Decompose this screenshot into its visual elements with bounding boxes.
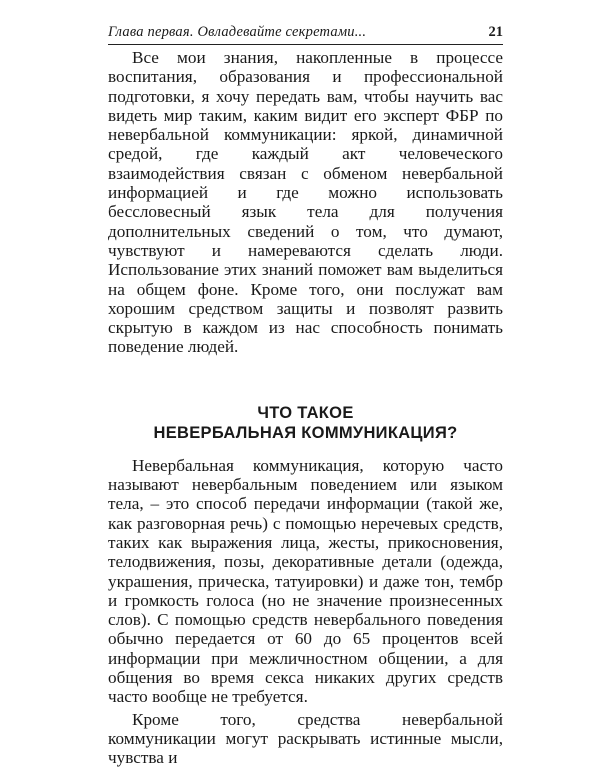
section-heading-line-1: ЧТО ТАКОЕ bbox=[257, 403, 354, 422]
continuation-paragraph: Кроме того, средства невербальной коммуникации могут раскрывать истинные мысли, чувства и bbox=[108, 709, 503, 768]
section-heading-line-2: НЕВЕРБАЛЬНАЯ КОММУНИКАЦИЯ? bbox=[153, 423, 458, 442]
chapter-title: Глава первая. Овладевайте секретами... bbox=[108, 24, 367, 40]
body-text bbox=[108, 48, 503, 768]
page-number: 21 bbox=[488, 24, 503, 40]
section-heading bbox=[108, 403, 503, 443]
running-header bbox=[108, 18, 503, 45]
intro-paragraph: Все мои знания, накопленные в процессе воспитания, образования и профессиональной подготовки, я хочу передать вам, чтобы научить вас видеть мир таким, каким видит его эксперт ФБР по невербальной коммуникации: яркой, динамичной средой, где каждый акт человеческого взаимодействия связан с обменом невербальной информацией и где можно использовать бессловесный язык тела для получения дополнительных сведений о том, что думают, чувствуют и намереваются сделать люди. Использование этих знаний поможет вам выделиться на общем фоне. Кроме того, они послужат вам хорошим средством защиты и позволят развить скрытую в каждом из нас способность понимать поведение людей. bbox=[108, 48, 503, 357]
definition-paragraph: Невербальная коммуникация, которую часто называют невербальным поведением или языком тела, – это способ передачи информации (такой же, как разговорная речь) с помощью неречевых средств, таких как выражения лица, жесты, прикосновения, телодвижения, позы, декоративные детали (одежда, украшения, прическа, татуировки) и даже тон, тембр и громкость голоса (но не значение произнесенных слов). С помощью средств невербального поведения обычно передается от 60 до 65 процентов всей информации при межличностном общении, а для общения во время секса никаких других средств часто вообще не требуется. bbox=[108, 455, 503, 707]
